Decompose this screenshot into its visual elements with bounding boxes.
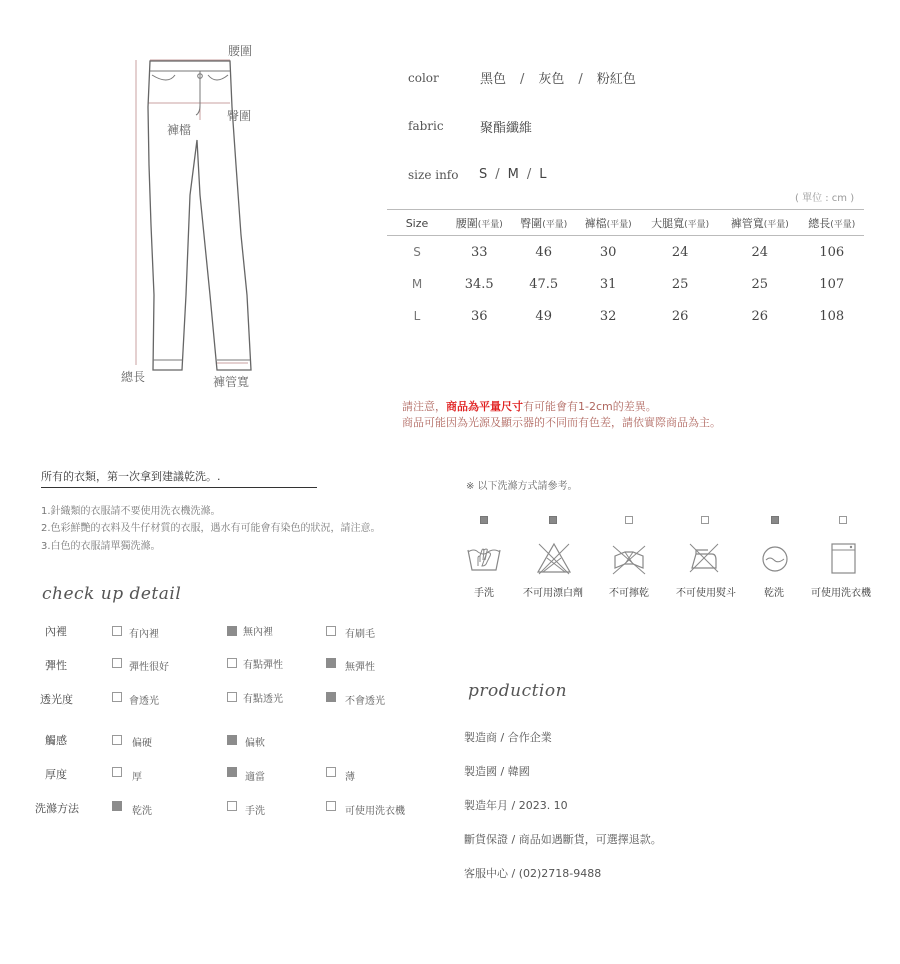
check-detail-title: check up detail bbox=[42, 584, 182, 604]
no-iron-icon bbox=[686, 540, 722, 576]
table-cell: 106 bbox=[819, 244, 845, 260]
diagram-label-rise: 褲檔 bbox=[167, 123, 192, 137]
color-black: 黑色 bbox=[480, 72, 507, 87]
table-row bbox=[387, 268, 864, 300]
header-size: Size bbox=[387, 210, 447, 236]
checkbox-hand-wash bbox=[227, 801, 237, 811]
dry-clean-icon bbox=[760, 544, 790, 574]
fabric-key: fabric bbox=[408, 119, 444, 133]
table-cell: 24 bbox=[751, 244, 768, 260]
color-gray: 灰色 bbox=[538, 72, 565, 87]
checkbox-see-through bbox=[112, 692, 122, 702]
table-cell: 36 bbox=[470, 308, 488, 324]
option-not-see-through: 不會透光 bbox=[345, 696, 385, 707]
pants-diagram bbox=[120, 45, 280, 390]
checkbox-thin bbox=[326, 767, 336, 777]
wash-note-2: 2.色彩鮮艷的衣料及牛仔材質的衣服，遇水有可能會有染色的狀況，請注意。 bbox=[41, 523, 381, 534]
table-cell: 34.5 bbox=[464, 276, 494, 292]
option-machine-wash: 可使用洗衣機 bbox=[345, 806, 405, 817]
diagram-label-hip: 臀圍 bbox=[227, 109, 252, 123]
production-country: 製造國 / 韓國 bbox=[464, 765, 530, 778]
checkbox-no-lining bbox=[227, 626, 237, 636]
checkbox-very-elastic bbox=[112, 658, 122, 668]
header-thigh: 大腿寬(平量) bbox=[640, 210, 720, 236]
fabric-value: 聚酯纖維 bbox=[480, 121, 533, 136]
care-label-dry-clean: 乾洗 bbox=[764, 588, 784, 599]
diagram-label-hem: 褲管寬 bbox=[213, 375, 250, 389]
care-label-hand-wash: 手洗 bbox=[474, 588, 494, 599]
table-cell: 107 bbox=[819, 276, 845, 292]
detail-label-wash-method: 洗滌方法 bbox=[35, 802, 79, 815]
detail-label-lining: 內裡 bbox=[45, 625, 67, 638]
diagram-label-waist: 腰圍 bbox=[228, 44, 253, 58]
notice-text: 請注意， bbox=[402, 400, 446, 413]
production-date: 製造年月 / 2023. 10 bbox=[464, 799, 568, 812]
table-cell: 26 bbox=[751, 308, 768, 324]
detail-label-transparency: 透光度 bbox=[40, 693, 73, 706]
table-cell: 33 bbox=[470, 244, 488, 260]
table-cell: 25 bbox=[671, 276, 689, 292]
size-l: L bbox=[539, 167, 547, 182]
table-cell: L bbox=[413, 309, 421, 323]
unit-note: ( 單位 : cm ) bbox=[795, 193, 855, 204]
table-cell: 30 bbox=[599, 244, 617, 260]
care-check-hand-wash bbox=[480, 516, 488, 524]
wash-note-1: 1.針織類的衣服請不要使用洗衣機洗滌。 bbox=[41, 506, 221, 517]
header-hip: 臀圍(平量) bbox=[511, 210, 575, 236]
washing-machine-icon bbox=[830, 542, 858, 576]
care-label-no-wring: 不可擰乾 bbox=[609, 588, 649, 599]
no-wring-icon bbox=[609, 542, 649, 576]
table-cell: M bbox=[411, 277, 423, 291]
table-cell: 46 bbox=[535, 244, 552, 260]
checkbox-not-see-through bbox=[326, 692, 336, 702]
notice-highlight: 商品為平量尺寸 bbox=[446, 400, 523, 413]
option-slightly-elastic: 有點彈性 bbox=[243, 660, 283, 671]
option-hand-wash: 手洗 bbox=[245, 806, 265, 817]
checkbox-soft bbox=[227, 735, 237, 745]
first-wash-advice: 所有的衣類，第一次拿到建議乾洗。. bbox=[41, 468, 317, 488]
table-row bbox=[387, 300, 864, 332]
header-length: 總長(平量) bbox=[800, 210, 865, 236]
checkbox-brushed bbox=[326, 626, 336, 636]
production-customer-service: 客服中心 / (02)2718-9488 bbox=[464, 867, 602, 880]
production-stock-guarantee: 斷貨保證 / 商品如遇斷貨，可選擇退款。 bbox=[464, 833, 662, 846]
care-check-no-bleach bbox=[549, 516, 557, 524]
care-check-washing-machine bbox=[839, 516, 847, 524]
table-cell: 26 bbox=[671, 308, 689, 324]
notice-text: 有可能會有1-2cm的差異。 bbox=[523, 400, 657, 413]
production-title: production bbox=[468, 681, 568, 701]
option-soft: 偏軟 bbox=[245, 738, 265, 749]
size-table bbox=[387, 209, 864, 332]
care-label-no-iron: 不可使用熨斗 bbox=[676, 588, 736, 599]
table-cell: 24 bbox=[671, 244, 689, 260]
care-check-dry-clean bbox=[771, 516, 779, 524]
care-check-no-iron bbox=[701, 516, 709, 524]
table-cell: 25 bbox=[751, 276, 768, 292]
option-stiff: 偏硬 bbox=[132, 738, 152, 749]
detail-label-touch: 觸感 bbox=[45, 734, 67, 747]
detail-label-thickness: 厚度 bbox=[45, 768, 67, 781]
checkbox-thick bbox=[112, 767, 122, 777]
detail-label-elasticity: 彈性 bbox=[45, 659, 67, 672]
option-very-elastic: 彈性很好 bbox=[129, 662, 169, 673]
wash-note-3: 3.白色的衣服請單獨洗滌。 bbox=[41, 541, 161, 552]
table-cell: 49 bbox=[535, 308, 552, 324]
hand-wash-icon bbox=[466, 540, 502, 576]
option-brushed: 有刷毛 bbox=[345, 629, 375, 640]
checkbox-slightly-elastic bbox=[227, 658, 237, 668]
table-cell: 47.5 bbox=[529, 276, 559, 292]
option-thin: 薄 bbox=[345, 772, 355, 783]
no-bleach-icon bbox=[535, 540, 573, 576]
option-has-lining: 有內裡 bbox=[129, 629, 159, 640]
checkbox-has-lining bbox=[112, 626, 122, 636]
table-row bbox=[387, 236, 864, 269]
table-cell: S bbox=[413, 245, 421, 259]
option-no-lining: 無內裡 bbox=[243, 627, 273, 638]
size-table-header bbox=[387, 210, 864, 236]
checkbox-medium bbox=[227, 767, 237, 777]
color-pink: 粉紅色 bbox=[596, 72, 636, 87]
notice-line-2: 商品可能因為光源及顯示器的不同而有色差，請依實際商品為主。 bbox=[402, 416, 721, 429]
checkbox-no-elasticity bbox=[326, 658, 336, 668]
option-dry-clean: 乾洗 bbox=[132, 806, 152, 817]
table-cell: 108 bbox=[819, 308, 845, 324]
checkbox-stiff bbox=[112, 735, 122, 745]
size-s: S bbox=[479, 167, 488, 182]
production-manufacturer: 製造商 / 合作企業 bbox=[464, 731, 552, 744]
care-reference-note: ※ 以下洗滌方式請參考。 bbox=[466, 481, 578, 492]
size-key: size info bbox=[408, 168, 459, 182]
size-m: M bbox=[507, 167, 519, 182]
option-see-through: 會透光 bbox=[129, 696, 159, 707]
notice-line-1 bbox=[402, 398, 657, 414]
header-waist: 腰圍(平量) bbox=[447, 210, 511, 236]
header-rise: 褲檔(平量) bbox=[576, 210, 640, 236]
color-values: 黑色 / 灰色 / 粉紅色 bbox=[480, 72, 636, 87]
care-label-no-bleach: 不可用漂白劑 bbox=[523, 588, 583, 599]
option-medium: 適當 bbox=[245, 772, 265, 783]
care-label-washing-machine: 可使用洗衣機 bbox=[811, 588, 871, 599]
table-cell: 31 bbox=[599, 276, 617, 292]
option-no-elasticity: 無彈性 bbox=[345, 662, 375, 673]
header-hem: 褲管寬(平量) bbox=[720, 210, 800, 236]
checkbox-slightly-see-through bbox=[227, 692, 237, 702]
checkbox-dry-clean bbox=[112, 801, 122, 811]
option-slightly-see-through: 有點透光 bbox=[243, 694, 283, 705]
care-check-no-wring bbox=[625, 516, 633, 524]
checkbox-machine-wash bbox=[326, 801, 336, 811]
size-values: S / M / L bbox=[479, 167, 547, 182]
diagram-label-length: 總長 bbox=[121, 370, 146, 384]
option-thick: 厚 bbox=[132, 772, 142, 783]
table-cell: 32 bbox=[599, 308, 617, 324]
color-key: color bbox=[408, 71, 439, 85]
